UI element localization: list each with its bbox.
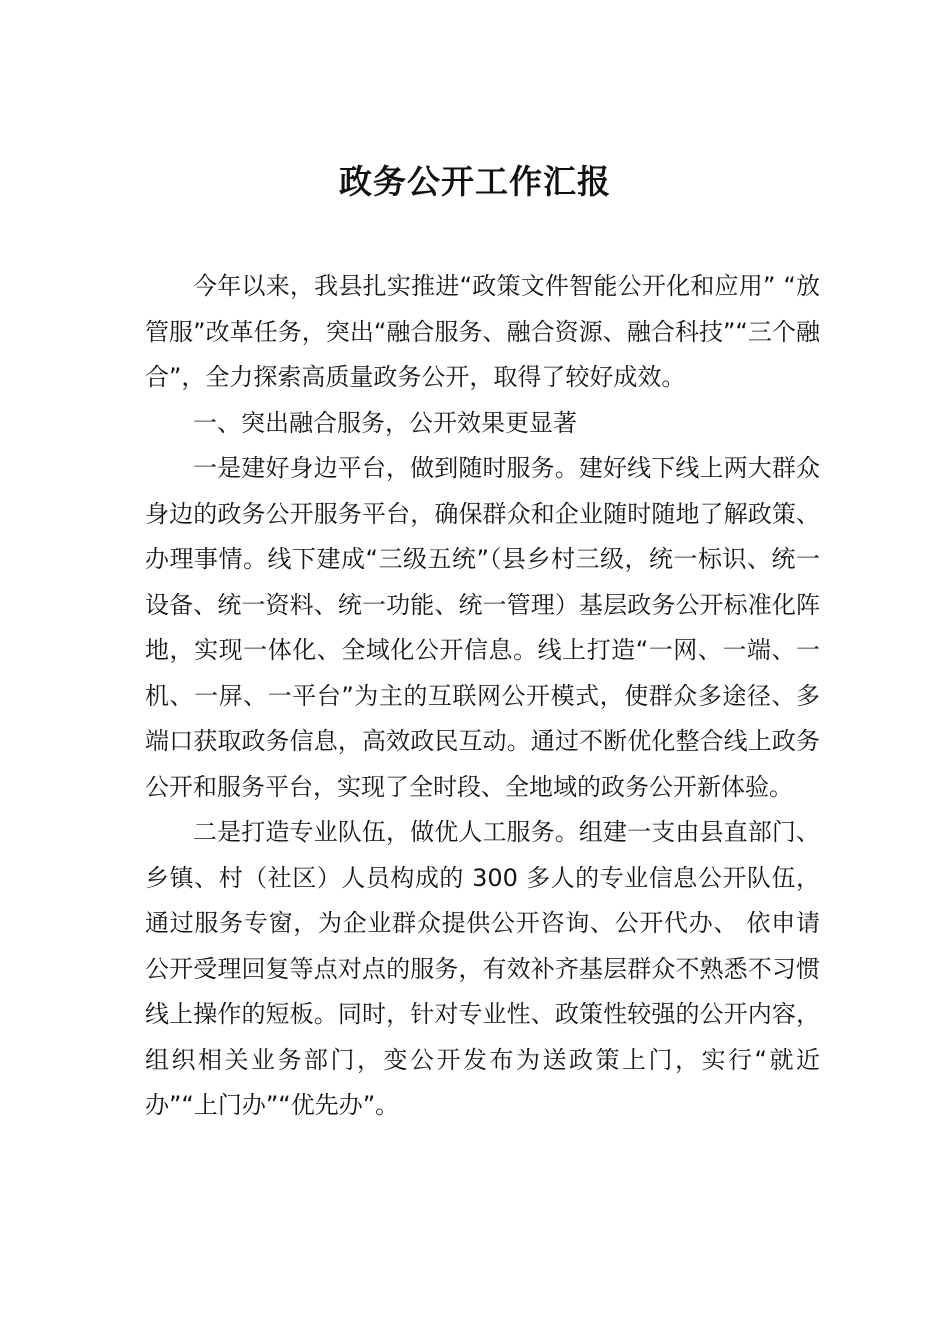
- intro-paragraph: 今年以来，我县扎实推进“政策文件智能公开化和应用” “放管服”改革任务，突出“融合服务、融合资源、融合科技”“三个融合”，全力探索高质量政务公开，取得了较好成效。: [145, 272, 820, 391]
- section-heading: 一、突出融合服务，公开效果更显著: [193, 408, 577, 437]
- paragraph-1: 一是建好身边平台，做到随时服务。建好线下线上两大群众身边的政务公开服务平台，确保群众和企业随时随地了解政策、办理事情。线下建成“三级五统”（县乡村三级，统一标识、统一设备、统一资料、统一功能、统一管理）基层政务公开标准化阵地，实现一体化、全域化公开信息。线上打造“一网、一端、一机、一屏、一平台”为主的互联网公开模式，使群众多途径、多端口获取政务信息，高效政民互动。通过不断优化整合线上政务公开和服务平台，实现了全时段、全地域的政务公开新体验。: [145, 454, 820, 801]
- paragraph-2: 二是打造专业队伍，做优人工服务。组建一支由县直部门、乡镇、村（社区）人员构成的 300 多人的专业信息公开队伍，通过服务专窗，为企业群众提供公开咨询、公开代办、 依申请公开受理回复等点对点的服务，有效补齐基层群众不熟悉不习惯线上操作的短板。同时，针对专业性、政策性较强的公开内容，组织相关业务部门，变公开发布为送政策上门，实行“就近办”“上门办”“优先办”。: [145, 818, 820, 1119]
- document-title: 政务公开工作汇报: [339, 162, 611, 201]
- document-body: [145, 264, 820, 1129]
